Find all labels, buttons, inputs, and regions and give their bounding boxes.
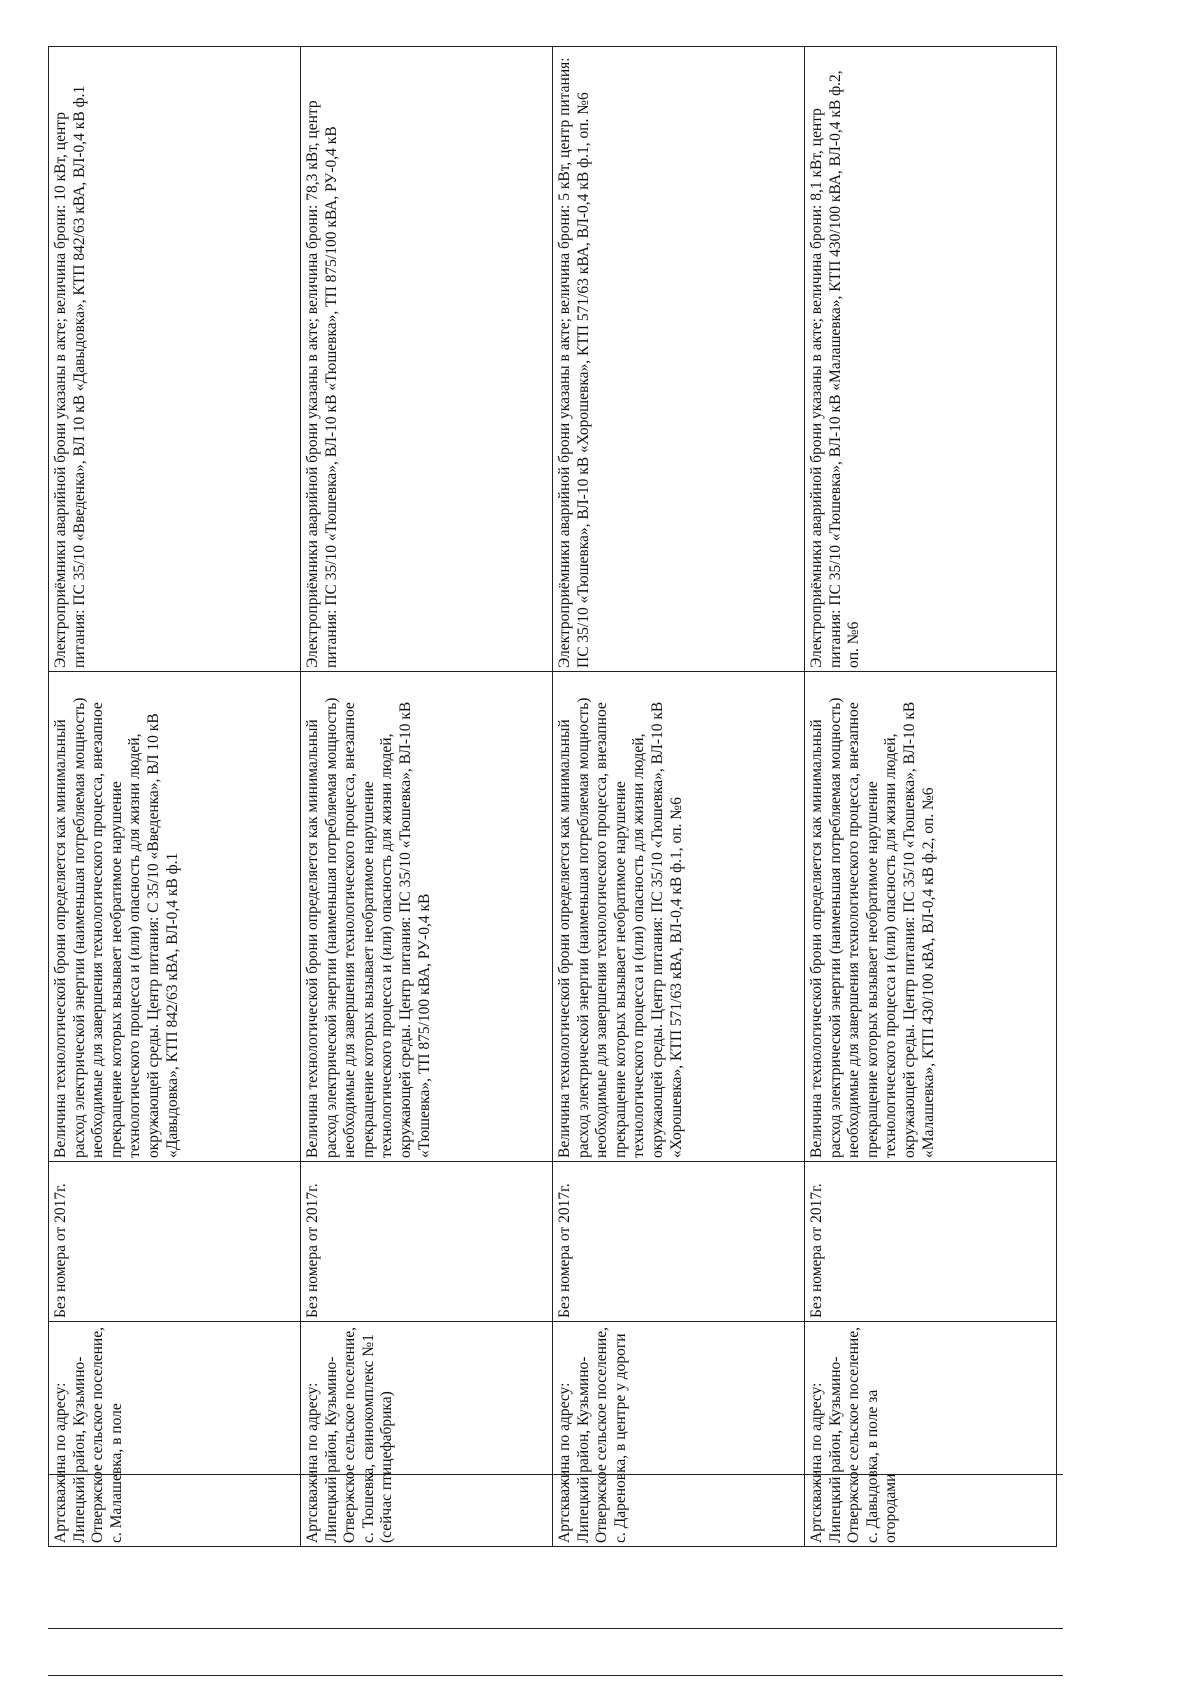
address-cell: Артскважина по адресу: Липецкий район, Кузьмино-Отвержское сельское поселение, с. Давыдовка, в поле за огородами [805,1322,1057,1547]
address-cell: Артскважина по адресу: Липецкий район, Кузьмино-Отвержское сельское поселение, с. Тюшевка, свинокомплекс №1 (сейчас птицефабрика) [301,1322,553,1547]
horizontal-rule [48,1628,1063,1629]
table-row [49,47,301,1547]
rotated-table-page [48,47,1058,1547]
address-cell: Артскважина по адресу: Липецкий район, Кузьмино-Отвержское сельское поселение, с. Дареновка, в центре у дороги [553,1322,805,1547]
emergency-reserve-cell: Электроприёмники аварийной брони указаны в акте; величина брони: 78,3 кВт, центр питания: ПС 35/10 «Тюшевка», ВЛ-10 кВ «Тюшевка», ТП 875/100 кВА, РУ-0,4 кВ [301,47,553,672]
technological-reserve-cell: Величина технологической брони определяется как минимальный расход электрической энергии (наименьшая потребляемая мощность) необходимые для завершения технологического процесса, внезапное прекращение которых вызывает необратимое нарушение технологического процесса и (или) опасность для жизни людей, окружающей среды. Центр питания: ПС 35/10 «Тюшевка», ВЛ-10 кВ «Хорошевка», КТП 571/63 кВА, ВЛ-0,4 кВ ф.1, оп. №6 [553,672,805,1162]
technological-reserve-cell: Величина технологической брони определяется как минимальный расход электрической энергии (наименьшая потребляемая мощность) необходимые для завершения технологического процесса, внезапное прекращение которых вызывает необратимое нарушение технологического процесса и (или) опасность для жизни людей, окружающей среды. Центр питания: ПС 35/10 «Тюшевка», ВЛ-10 кВ «Тюшевка», ТП 875/100 кВА, РУ-0,4 кВ [301,672,553,1162]
act-cell: Без номера от 2017г. [805,1162,1057,1322]
horizontal-rule [48,1474,1063,1475]
act-cell: Без номера от 2017г. [553,1162,805,1322]
technological-reserve-cell: Величина технологической брони определяется как минимальный расход электрической энергии (наименьшая потребляемая мощность) необходимые для завершения технологического процесса, внезапное прекращение которых вызывает необратимое нарушение технологического процесса и (или) опасность для жизни людей, окружающей среды. Центр питания: С 35/10 «Введенка», ВЛ 10 кВ «Давыдовка», КТП 842/63 кВА, ВЛ-0,4 кВ ф.1 [49,672,301,1162]
table-row [553,47,805,1547]
emergency-reserve-cell: Электроприёмники аварийной брони указаны в акте; величина брони: 10 кВт, центр питания: ПС 35/10 «Введенка», ВЛ 10 кВ «Давыдовка», КТП 842/63 кВА, ВЛ-0,4 кВ ф.1 [49,47,301,672]
emergency-reserve-cell: Электроприёмники аварийной брони указаны в акте; величина брони: 8,1 кВт, центр питания: ПС 35/10 «Тюшевка», ВЛ-10 кВ «Малашевка», КТП 430/100 кВА, ВЛ-0,4 кВ ф.2, оп. №6 [805,47,1057,672]
emergency-reserve-cell: Электроприёмники аварийной брони указаны в акте; величина брони: 5 кВт, центр питания: ПС 35/10 «Тюшевка», ВЛ-10 кВ «Хорошевка», КТП 571/63 кВА, ВЛ-0,4 кВ ф.1, оп. №6 [553,47,805,672]
address-cell: Артскважина по адресу: Липецкий район, Кузьмино-Отвержское сельское поселение, с. Малашевка, в поле [49,1322,301,1547]
technological-reserve-cell: Величина технологической брони определяется как минимальный расход электрической энергии (наименьшая потребляемая мощность) необходимые для завершения технологического процесса, внезапное прекращение которых вызывает необратимое нарушение технологического процесса и (или) опасность для жизни людей, окружающей среды. Центр питания: ПС 35/10 «Тюшевка», ВЛ-10 кВ «Малашевка», КТП 430/100 кВА, ВЛ-0,4 кВ ф.2, оп. №6 [805,672,1057,1162]
emergency-reserve-table [48,46,1057,1547]
act-cell: Без номера от 2017г. [301,1162,553,1322]
act-cell: Без номера от 2017г. [49,1162,301,1322]
horizontal-rule [48,1675,1063,1676]
table-row [805,47,1057,1547]
table-row [301,47,553,1547]
